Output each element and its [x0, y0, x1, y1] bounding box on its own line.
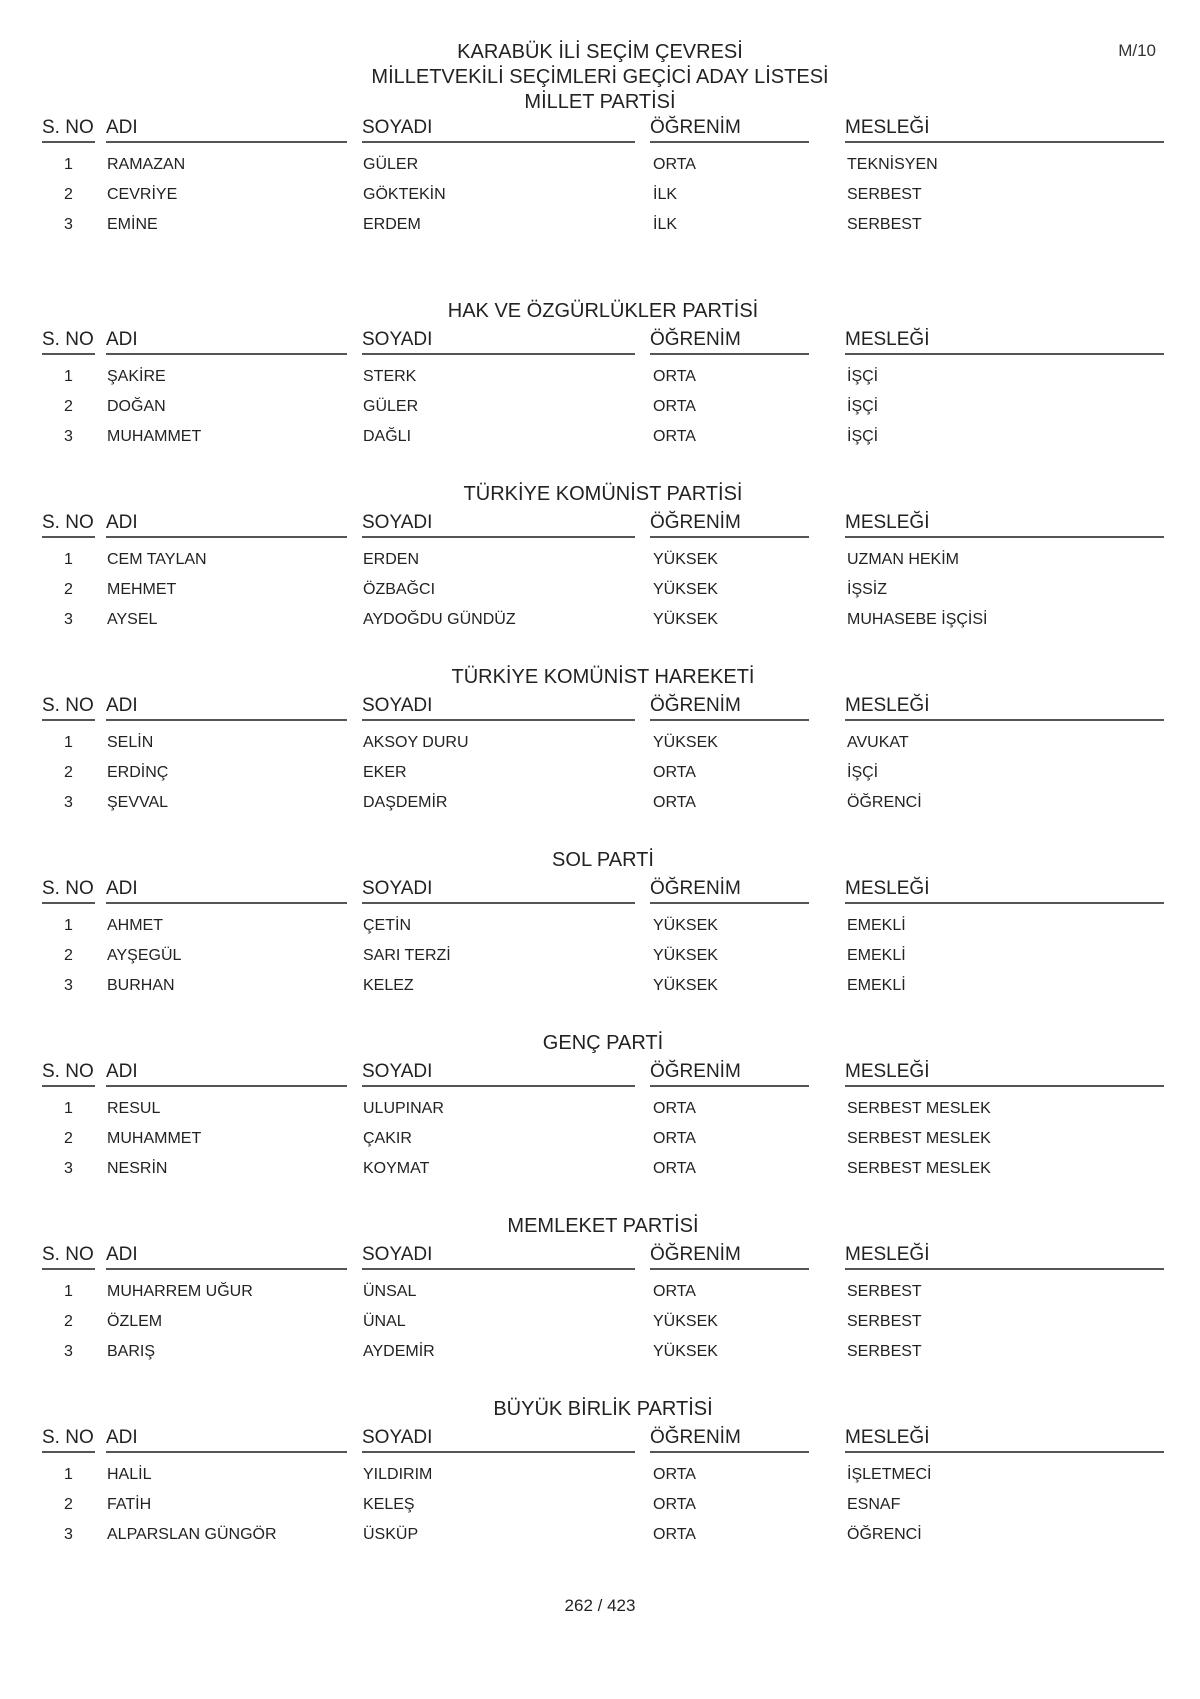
cell-soyadi: ÜNAL: [363, 1313, 406, 1330]
cell-ogrenim: ORTA: [653, 398, 696, 415]
cell-soyadi: AKSOY DURU: [363, 734, 469, 751]
column-header-meslek: MESLEĞİ: [845, 877, 1164, 904]
cell-adi: ŞEVVAL: [107, 794, 169, 811]
cell-ogrenim: ORTA: [653, 1496, 696, 1513]
table-row: [42, 728, 1164, 758]
table-header: [42, 694, 1164, 720]
cell-adi: FATİH: [107, 1496, 152, 1513]
column-header-meslek: MESLEĞİ: [845, 1426, 1164, 1453]
column-header-adi: ADI: [106, 1060, 347, 1087]
cell-soyadi: AYDOĞDU GÜNDÜZ: [363, 611, 516, 628]
column-header-soyadi: SOYADI: [362, 1243, 635, 1270]
cell-adi: MUHAMMET: [107, 428, 202, 445]
table-row: [42, 1460, 1164, 1490]
column-header-adi: ADI: [106, 511, 347, 538]
column-header-soyadi: SOYADI: [362, 116, 635, 143]
party-section: [42, 1214, 1164, 1397]
cell-meslek: İŞLETMECİ: [847, 1466, 932, 1483]
cell-adi: ŞAKİRE: [107, 368, 166, 385]
column-header-sno: S. NO: [42, 694, 95, 721]
cell-soyadi: GÖKTEKİN: [363, 186, 446, 203]
cell-adi: ÖZLEM: [107, 1313, 163, 1330]
table-row: [42, 1124, 1164, 1154]
column-header-soyadi: SOYADI: [362, 328, 635, 355]
cell-sno: 2: [64, 947, 73, 964]
cell-ogrenim: YÜKSEK: [653, 977, 718, 994]
cell-soyadi: ULUPINAR: [363, 1100, 444, 1117]
cell-adi: RAMAZAN: [107, 156, 186, 173]
cell-meslek: AVUKAT: [847, 734, 909, 751]
party-section: [42, 482, 1164, 665]
table-header: [42, 328, 1164, 354]
cell-adi: MUHAMMET: [107, 1130, 202, 1147]
cell-adi: EMİNE: [107, 216, 158, 233]
cell-ogrenim: ORTA: [653, 368, 696, 385]
table-row: [42, 210, 1164, 240]
cell-adi: MEHMET: [107, 581, 177, 598]
table-header: [42, 511, 1164, 537]
column-header-soyadi: SOYADI: [362, 877, 635, 904]
column-header-ogrenim: ÖĞRENİM: [650, 877, 809, 904]
cell-ogrenim: ORTA: [653, 1100, 696, 1117]
cell-meslek: İŞÇİ: [847, 398, 879, 415]
table-row: [42, 1154, 1164, 1184]
cell-adi: RESUL: [107, 1100, 161, 1117]
cell-sno: 1: [64, 734, 73, 751]
cell-sno: 1: [64, 1283, 73, 1300]
column-header-soyadi: SOYADI: [362, 694, 635, 721]
cell-meslek: EMEKLİ: [847, 977, 906, 994]
cell-ogrenim: YÜKSEK: [653, 581, 718, 598]
cell-ogrenim: ORTA: [653, 1160, 696, 1177]
cell-meslek: SERBEST: [847, 216, 922, 233]
cell-sno: 1: [64, 917, 73, 934]
cell-ogrenim: ORTA: [653, 428, 696, 445]
cell-sno: 1: [64, 1466, 73, 1483]
cell-adi: AYSEL: [107, 611, 158, 628]
cell-soyadi: SARI TERZİ: [363, 947, 451, 964]
column-header-meslek: MESLEĞİ: [845, 116, 1164, 143]
table-row: [42, 575, 1164, 605]
cell-soyadi: STERK: [363, 368, 417, 385]
column-header-ogrenim: ÖĞRENİM: [650, 1243, 809, 1270]
column-header-meslek: MESLEĞİ: [845, 1243, 1164, 1270]
cell-ogrenim: YÜKSEK: [653, 611, 718, 628]
cell-meslek: ESNAF: [847, 1496, 901, 1513]
party-title: TÜRKİYE KOMÜNİST PARTİSİ: [463, 483, 743, 505]
cell-meslek: SERBEST MESLEK: [847, 1160, 991, 1177]
cell-adi: AHMET: [107, 917, 163, 934]
cell-sno: 1: [64, 1100, 73, 1117]
table-row: [42, 150, 1164, 180]
table-header: [42, 1243, 1164, 1269]
party-section: [42, 116, 1164, 299]
cell-meslek: SERBEST: [847, 1343, 922, 1360]
cell-soyadi: YILDIRIM: [363, 1466, 433, 1483]
column-header-soyadi: SOYADI: [362, 511, 635, 538]
party-section: [42, 848, 1164, 1031]
party-title: BÜYÜK BİRLİK PARTİSİ: [493, 1398, 713, 1420]
cell-sno: 1: [64, 156, 73, 173]
cell-sno: 3: [64, 1526, 73, 1543]
cell-adi: CEM TAYLAN: [107, 551, 207, 568]
cell-adi: NESRİN: [107, 1160, 168, 1177]
cell-ogrenim: ORTA: [653, 1466, 696, 1483]
cell-meslek: UZMAN HEKİM: [847, 551, 959, 568]
cell-sno: 3: [64, 428, 73, 445]
cell-ogrenim: ORTA: [653, 764, 696, 781]
table-row: [42, 422, 1164, 452]
cell-sno: 2: [64, 1496, 73, 1513]
cell-sno: 2: [64, 1313, 73, 1330]
cell-adi: MUHARREM UĞUR: [107, 1283, 253, 1300]
cell-meslek: İŞÇİ: [847, 764, 879, 781]
cell-soyadi: KELEZ: [363, 977, 414, 994]
column-header-meslek: MESLEĞİ: [845, 1060, 1164, 1087]
cell-meslek: EMEKLİ: [847, 917, 906, 934]
table-row: [42, 180, 1164, 210]
party-title: HAK VE ÖZGÜRLÜKLER PARTİSİ: [447, 300, 759, 322]
list-title: MİLLETVEKİLİ SEÇİMLERİ GEÇİCİ ADAY LİSTESİ: [371, 66, 829, 88]
party-section: [42, 299, 1164, 482]
cell-meslek: ÖĞRENCİ: [847, 794, 922, 811]
cell-sno: 2: [64, 398, 73, 415]
cell-soyadi: DAŞDEMİR: [363, 794, 448, 811]
column-header-ogrenim: ÖĞRENİM: [650, 116, 809, 143]
column-header-adi: ADI: [106, 694, 347, 721]
cell-adi: ERDİNÇ: [107, 764, 169, 781]
cell-meslek: SERBEST: [847, 1283, 922, 1300]
cell-meslek: SERBEST: [847, 186, 922, 203]
constituency-title: KARABÜK İLİ SEÇİM ÇEVRESİ: [457, 41, 743, 63]
cell-soyadi: GÜLER: [363, 156, 419, 173]
party-title: GENÇ PARTİ: [542, 1032, 664, 1054]
column-header-soyadi: SOYADI: [362, 1426, 635, 1453]
column-header-sno: S. NO: [42, 1426, 95, 1453]
table-row: [42, 605, 1164, 635]
table-row: [42, 545, 1164, 575]
column-header-adi: ADI: [106, 1426, 347, 1453]
cell-adi: ALPARSLAN GÜNGÖR: [107, 1526, 277, 1543]
column-header-adi: ADI: [106, 1243, 347, 1270]
party-title: SOL PARTİ: [552, 849, 654, 871]
column-header-sno: S. NO: [42, 116, 95, 143]
page-code: M/10: [1118, 41, 1156, 60]
party-section: [42, 665, 1164, 848]
cell-adi: CEVRİYE: [107, 186, 178, 203]
party-section: [42, 1397, 1164, 1580]
table-row: [42, 758, 1164, 788]
cell-meslek: MUHASEBE İŞÇİSİ: [847, 611, 988, 628]
cell-sno: 3: [64, 611, 73, 628]
cell-meslek: SERBEST MESLEK: [847, 1130, 991, 1147]
document-header: [0, 40, 1200, 115]
cell-ogrenim: ORTA: [653, 156, 696, 173]
party-title: MEMLEKET PARTİSİ: [507, 1215, 699, 1237]
cell-soyadi: ÜSKÜP: [363, 1526, 419, 1543]
cell-ogrenim: YÜKSEK: [653, 551, 718, 568]
cell-soyadi: ÇAKIR: [363, 1130, 412, 1147]
cell-adi: BARIŞ: [107, 1343, 156, 1360]
cell-soyadi: ÖZBAĞCI: [363, 581, 436, 598]
column-header-ogrenim: ÖĞRENİM: [650, 511, 809, 538]
table-row: [42, 1277, 1164, 1307]
table-row: [42, 1520, 1164, 1550]
column-header-meslek: MESLEĞİ: [845, 328, 1164, 355]
cell-meslek: EMEKLİ: [847, 947, 906, 964]
column-header-meslek: MESLEĞİ: [845, 511, 1164, 538]
cell-sno: 2: [64, 186, 73, 203]
cell-soyadi: ÜNSAL: [363, 1283, 417, 1300]
page-number: 262 / 423: [564, 1596, 636, 1615]
cell-soyadi: ERDEM: [363, 216, 421, 233]
table-row: [42, 392, 1164, 422]
cell-soyadi: GÜLER: [363, 398, 419, 415]
cell-adi: DOĞAN: [107, 398, 166, 415]
column-header-ogrenim: ÖĞRENİM: [650, 694, 809, 721]
cell-soyadi: DAĞLI: [363, 428, 412, 445]
table-header: [42, 116, 1164, 142]
cell-ogrenim: YÜKSEK: [653, 947, 718, 964]
column-header-sno: S. NO: [42, 1060, 95, 1087]
table-row: [42, 971, 1164, 1001]
column-header-sno: S. NO: [42, 877, 95, 904]
cell-sno: 3: [64, 216, 73, 233]
cell-soyadi: EKER: [363, 764, 407, 781]
column-header-ogrenim: ÖĞRENİM: [650, 1060, 809, 1087]
cell-adi: HALİL: [107, 1466, 152, 1483]
column-header-adi: ADI: [106, 116, 347, 143]
cell-sno: 2: [64, 1130, 73, 1147]
column-header-sno: S. NO: [42, 511, 95, 538]
cell-ogrenim: İLK: [653, 216, 678, 233]
cell-sno: 2: [64, 764, 73, 781]
cell-soyadi: KELEŞ: [363, 1496, 415, 1513]
party-lists: [42, 116, 1164, 1580]
table-row: [42, 788, 1164, 818]
table-row: [42, 362, 1164, 392]
column-header-ogrenim: ÖĞRENİM: [650, 328, 809, 355]
cell-sno: 3: [64, 1343, 73, 1360]
cell-meslek: İŞSİZ: [847, 581, 888, 598]
cell-ogrenim: ORTA: [653, 794, 696, 811]
table-row: [42, 1307, 1164, 1337]
cell-adi: SELİN: [107, 734, 154, 751]
cell-adi: BURHAN: [107, 977, 175, 994]
cell-soyadi: AYDEMİR: [363, 1343, 435, 1360]
table-row: [42, 1490, 1164, 1520]
cell-sno: 2: [64, 581, 73, 598]
party-title: TÜRKİYE KOMÜNİST HAREKETİ: [451, 666, 755, 688]
column-header-adi: ADI: [106, 877, 347, 904]
cell-meslek: TEKNİSYEN: [847, 156, 938, 173]
cell-soyadi: KOYMAT: [363, 1160, 430, 1177]
table-row: [42, 1094, 1164, 1124]
column-header-sno: S. NO: [42, 1243, 95, 1270]
cell-meslek: İŞÇİ: [847, 368, 879, 385]
cell-ogrenim: ORTA: [653, 1130, 696, 1147]
cell-ogrenim: ORTA: [653, 1526, 696, 1543]
table-header: [42, 1060, 1164, 1086]
cell-sno: 3: [64, 794, 73, 811]
table-row: [42, 941, 1164, 971]
cell-ogrenim: ORTA: [653, 1283, 696, 1300]
column-header-sno: S. NO: [42, 328, 95, 355]
cell-sno: 1: [64, 368, 73, 385]
table-header: [42, 1426, 1164, 1452]
cell-ogrenim: YÜKSEK: [653, 734, 718, 751]
cell-sno: 3: [64, 1160, 73, 1177]
party-section: [42, 1031, 1164, 1214]
cell-sno: 1: [64, 551, 73, 568]
table-header: [42, 877, 1164, 903]
cell-ogrenim: YÜKSEK: [653, 1343, 718, 1360]
table-row: [42, 1337, 1164, 1367]
column-header-ogrenim: ÖĞRENİM: [650, 1426, 809, 1453]
cell-ogrenim: YÜKSEK: [653, 917, 718, 934]
column-header-meslek: MESLEĞİ: [845, 694, 1164, 721]
cell-ogrenim: YÜKSEK: [653, 1313, 718, 1330]
cell-sno: 3: [64, 977, 73, 994]
cell-meslek: SERBEST MESLEK: [847, 1100, 991, 1117]
table-row: [42, 911, 1164, 941]
cell-meslek: ÖĞRENCİ: [847, 1526, 922, 1543]
cell-adi: AYŞEGÜL: [107, 947, 182, 964]
column-header-soyadi: SOYADI: [362, 1060, 635, 1087]
cell-meslek: SERBEST: [847, 1313, 922, 1330]
column-header-adi: ADI: [106, 328, 347, 355]
first-party-title: MİLLET PARTİSİ: [524, 91, 676, 113]
cell-ogrenim: İLK: [653, 186, 678, 203]
cell-meslek: İŞÇİ: [847, 428, 879, 445]
cell-soyadi: ÇETİN: [363, 917, 411, 934]
cell-soyadi: ERDEN: [363, 551, 420, 568]
